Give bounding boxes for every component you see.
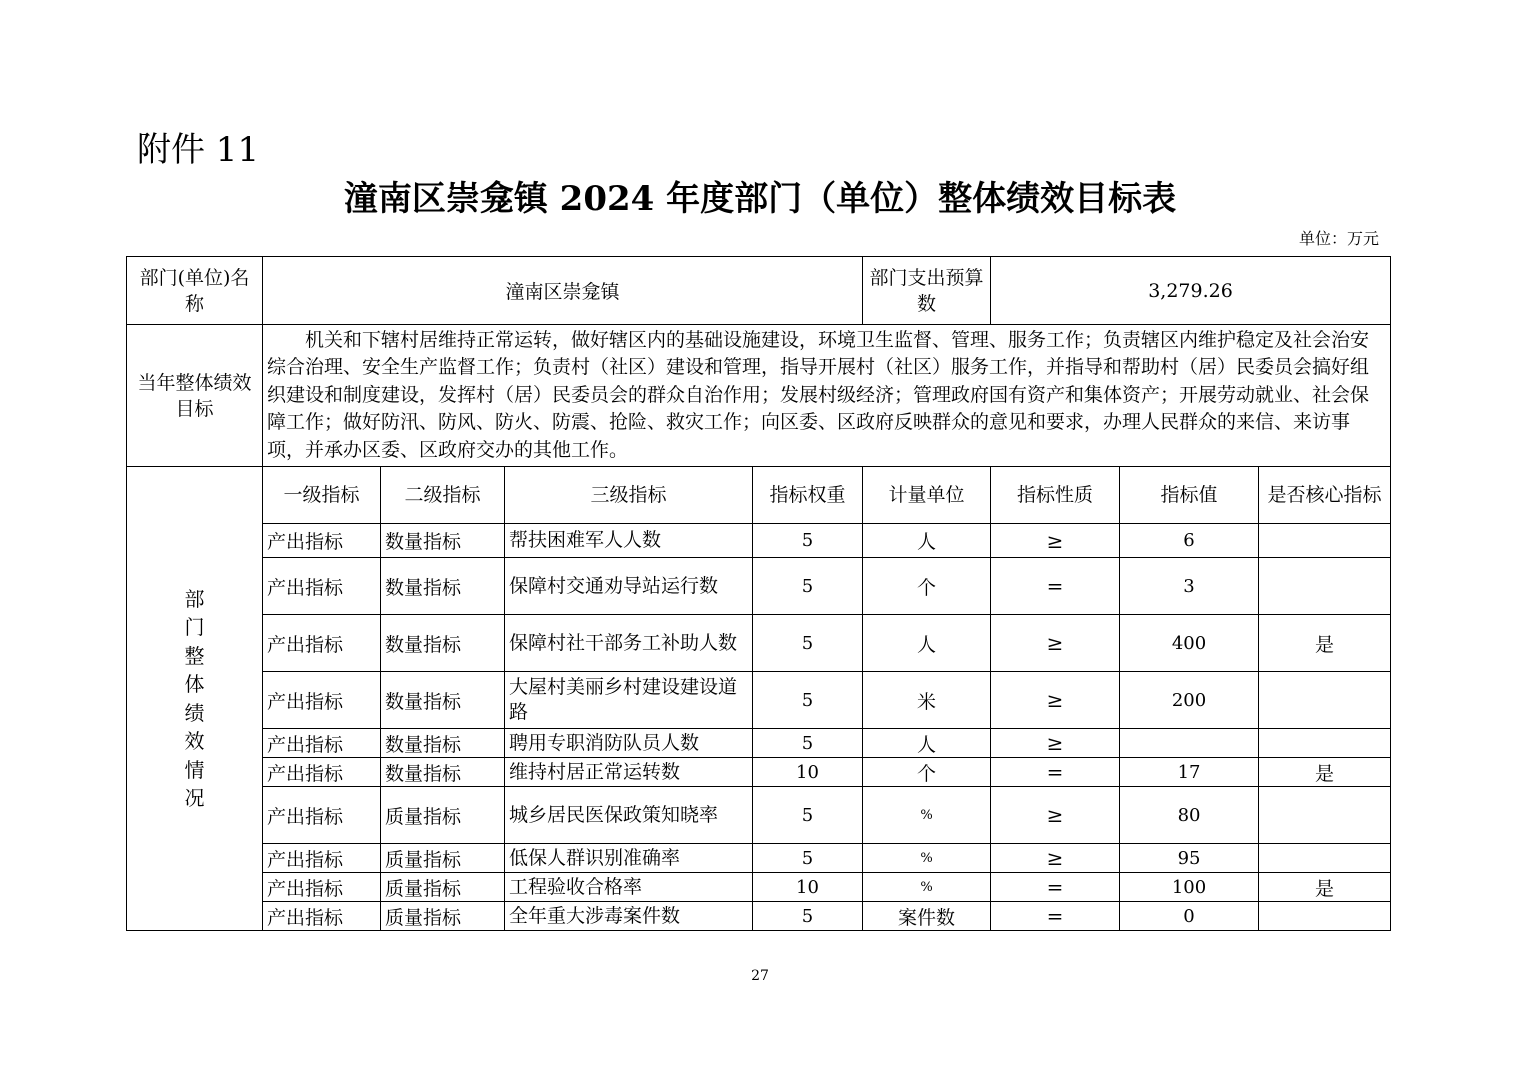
- value-cell: 0: [1120, 902, 1259, 931]
- performance-table: [126, 256, 1391, 931]
- nature-cell: ≥: [991, 524, 1120, 558]
- nature-cell: =: [991, 758, 1120, 787]
- core-cell: [1259, 558, 1391, 615]
- level2-cell: 数量指标: [381, 672, 505, 729]
- level1-cell: 产出指标: [263, 558, 381, 615]
- weight-cell: 10: [753, 873, 863, 902]
- core-cell: [1259, 672, 1391, 729]
- col-header-level1: 一级指标: [263, 467, 381, 524]
- core-cell: [1259, 902, 1391, 931]
- value-cell: 400: [1120, 615, 1259, 672]
- level3-cell: 低保人群识别准确率: [505, 844, 753, 873]
- table-row: [127, 873, 1391, 902]
- table-row: [127, 758, 1391, 787]
- goal-text: 机关和下辖村居维持正常运转，做好辖区内的基础设施建设，环境卫生监督、管理、服务工作；负责辖区内维护稳定及社会治安综合治理、安全生产监督工作；负责村（社区）建设和管理，指导开展村（社区）服务工作，并指导和帮助村（居）民委员会搞好组织建设和制度建设，发挥村（居）民委员会的群众自治作用；发展村级经济；管理政府国有资产和集体资产；开展劳动就业、社会保障工作；做好防汛、防风、防火、防震、抢险、救灾工作；向区委、区政府反映群众的意见和要求，办理人民群众的来信、来访事项，并承办区委、区政府交办的其他工作。: [263, 325, 1391, 467]
- level1-cell: 产出指标: [263, 729, 381, 758]
- value-cell: 3: [1120, 558, 1259, 615]
- level1-cell: 产出指标: [263, 758, 381, 787]
- nature-cell: =: [991, 902, 1120, 931]
- value-cell: 200: [1120, 672, 1259, 729]
- dept-name-label: 部门(单位)名称: [127, 257, 263, 325]
- table-row: [127, 558, 1391, 615]
- goal-row: [127, 325, 1391, 467]
- unit-cell: 个: [863, 558, 991, 615]
- table-row: [127, 787, 1391, 844]
- table-row: [127, 844, 1391, 873]
- level1-cell: 产出指标: [263, 615, 381, 672]
- attachment-label: 附件 11: [137, 130, 260, 170]
- table-row: [127, 672, 1391, 729]
- unit-cell: 人: [863, 524, 991, 558]
- level2-cell: 质量指标: [381, 873, 505, 902]
- nature-cell: ≥: [991, 787, 1120, 844]
- level3-cell: 城乡居民医保政策知晓率: [505, 787, 753, 844]
- page-number: 27: [751, 968, 769, 984]
- value-cell: 17: [1120, 758, 1259, 787]
- core-cell: [1259, 844, 1391, 873]
- nature-cell: ≥: [991, 844, 1120, 873]
- level3-cell: 全年重大涉毒案件数: [505, 902, 753, 931]
- col-header-level2: 二级指标: [381, 467, 505, 524]
- indicator-header-row: [127, 467, 1391, 524]
- level3-cell: 保障村社干部务工补助人数: [505, 615, 753, 672]
- value-cell: 6: [1120, 524, 1259, 558]
- core-cell: 是: [1259, 615, 1391, 672]
- page-title: 潼南区崇龛镇 2024 年度部门（单位）整体绩效目标表: [343, 179, 1177, 219]
- table-row: [127, 524, 1391, 558]
- level1-cell: 产出指标: [263, 787, 381, 844]
- level2-cell: 数量指标: [381, 615, 505, 672]
- level2-cell: 数量指标: [381, 558, 505, 615]
- core-cell: [1259, 729, 1391, 758]
- value-cell: [1120, 729, 1259, 758]
- weight-cell: 5: [753, 615, 863, 672]
- level1-cell: 产出指标: [263, 672, 381, 729]
- level2-cell: 质量指标: [381, 844, 505, 873]
- level3-cell: 大屋村美丽乡村建设建设道路: [505, 672, 753, 729]
- level3-cell: 工程验收合格率: [505, 873, 753, 902]
- weight-cell: 5: [753, 558, 863, 615]
- col-header-nature: 指标性质: [991, 467, 1120, 524]
- level2-cell: 质量指标: [381, 902, 505, 931]
- unit-note: 单位：万元: [1298, 229, 1379, 248]
- unit-cell: %: [863, 844, 991, 873]
- col-header-unit: 计量单位: [863, 467, 991, 524]
- level3-cell: 维持村居正常运转数: [505, 758, 753, 787]
- weight-cell: 5: [753, 787, 863, 844]
- goal-label: 当年整体绩效目标: [127, 325, 263, 467]
- unit-cell: 案件数: [863, 902, 991, 931]
- perf-section-label: [127, 467, 263, 931]
- unit-cell: 米: [863, 672, 991, 729]
- unit-cell: 个: [863, 758, 991, 787]
- level2-cell: 数量指标: [381, 729, 505, 758]
- weight-cell: 5: [753, 844, 863, 873]
- table-row: [127, 615, 1391, 672]
- level1-cell: 产出指标: [263, 844, 381, 873]
- level1-cell: 产出指标: [263, 902, 381, 931]
- weight-cell: 10: [753, 758, 863, 787]
- core-cell: 是: [1259, 873, 1391, 902]
- nature-cell: =: [991, 873, 1120, 902]
- budget-label: 部门支出预算数: [863, 257, 991, 325]
- level2-cell: 数量指标: [381, 524, 505, 558]
- unit-cell: %: [863, 787, 991, 844]
- unit-cell: %: [863, 873, 991, 902]
- dept-name-value: 潼南区崇龛镇: [263, 257, 863, 325]
- level2-cell: 数量指标: [381, 758, 505, 787]
- weight-cell: 5: [753, 729, 863, 758]
- level1-cell: 产出指标: [263, 873, 381, 902]
- nature-cell: ≥: [991, 729, 1120, 758]
- col-header-core: 是否核心指标: [1259, 467, 1391, 524]
- table-row: [127, 902, 1391, 931]
- col-header-weight: 指标权重: [753, 467, 863, 524]
- level2-cell: 质量指标: [381, 787, 505, 844]
- level3-cell: 保障村交通劝导站运行数: [505, 558, 753, 615]
- unit-cell: 人: [863, 615, 991, 672]
- value-cell: 100: [1120, 873, 1259, 902]
- col-header-value: 指标值: [1120, 467, 1259, 524]
- table-row: [127, 729, 1391, 758]
- nature-cell: =: [991, 558, 1120, 615]
- weight-cell: 5: [753, 672, 863, 729]
- budget-value: 3,279.26: [991, 257, 1391, 325]
- col-header-level3: 三级指标: [505, 467, 753, 524]
- core-cell: 是: [1259, 758, 1391, 787]
- nature-cell: ≥: [991, 672, 1120, 729]
- weight-cell: 5: [753, 902, 863, 931]
- perf-section-label-text: 部门整体绩效情况: [184, 586, 205, 810]
- nature-cell: ≥: [991, 615, 1120, 672]
- level3-cell: 聘用专职消防队员人数: [505, 729, 753, 758]
- level3-cell: 帮扶困难军人人数: [505, 524, 753, 558]
- core-cell: [1259, 787, 1391, 844]
- value-cell: 95: [1120, 844, 1259, 873]
- core-cell: [1259, 524, 1391, 558]
- value-cell: 80: [1120, 787, 1259, 844]
- dept-row: [127, 257, 1391, 325]
- unit-cell: 人: [863, 729, 991, 758]
- level1-cell: 产出指标: [263, 524, 381, 558]
- weight-cell: 5: [753, 524, 863, 558]
